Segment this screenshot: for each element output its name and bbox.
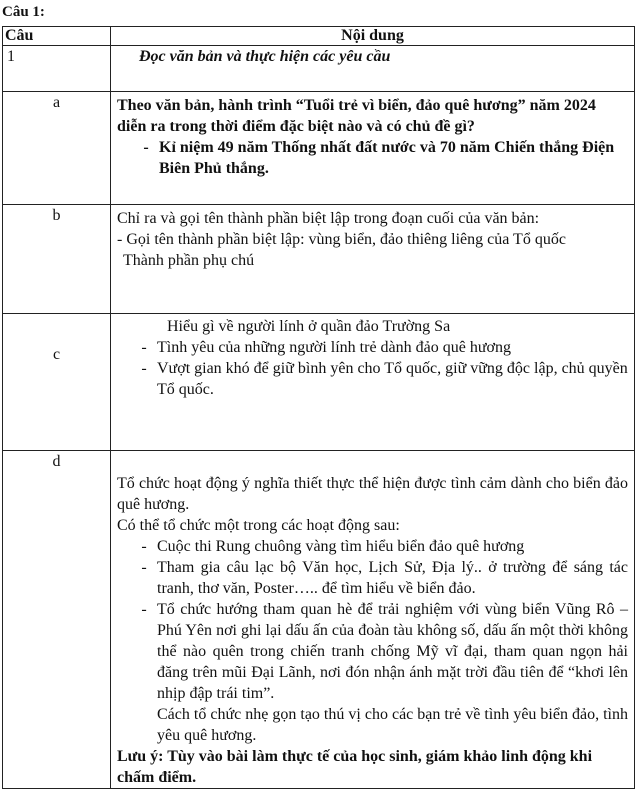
row-c-bullet-1-text: Tình yêu của những người lính trẻ dành đảo quê hương [157, 339, 511, 356]
page-heading: Câu 1: [2, 4, 45, 20]
row-b-line3: Thành phần phụ chú [123, 252, 255, 269]
row-a-content [111, 92, 635, 205]
bullet-dash: - [141, 339, 147, 356]
bullet-dash: - [141, 601, 147, 618]
row-d-bullet-3 [111, 599, 634, 704]
answer-table [2, 26, 635, 789]
row-d-note: Lưu ý: Tùy vào bài làm thực tế của học sinh, giám khảo linh động khi chấm điểm. [117, 748, 593, 786]
row-c-bullet-1 [111, 337, 634, 358]
row-c-bullet-2-text: Vượt gian khó để giữ bình yên cho Tổ quốc, giữ vững độc lập, chủ quyền Tổ quốc. [157, 360, 628, 398]
row-c-intro: Hiểu gì về người lính ở quần đảo Trường Sa [167, 318, 451, 335]
bullet-dash: - [141, 538, 147, 555]
table-row-c [3, 314, 635, 451]
row1-text: Đọc văn bản và thực hiện các yêu cầu [139, 48, 391, 65]
table-row-b [3, 205, 635, 314]
row-b-content [111, 205, 635, 314]
row-b-line1: Chỉ ra và gọi tên thành phần biệt lập trong đoạn cuối của văn bản: [117, 210, 540, 227]
table-row-1 [3, 46, 635, 92]
row-b-label: b [3, 205, 111, 314]
bullet-dash: - [141, 360, 147, 377]
row-a-question: Theo văn bản, hành trình “Tuổi trẻ vì biển, đảo quê hương” năm 2024 diễn ra trong thời điểm đặc biệt nào và có chủ đề gì? [117, 97, 596, 135]
row-a-bullet-text: Kỉ niệm 49 năm Thống nhất đất nước và 70 năm Chiến thắng Điện Biên Phủ thắng. [159, 139, 615, 177]
row-c-label: c [3, 314, 111, 451]
row-c-content [111, 314, 635, 451]
row-a-label: a [3, 92, 111, 205]
row-d-bullet-2-text: Tham gia câu lạc bộ Văn học, Lịch Sử, Địa lý.. ở trường để sáng tác tranh, thơ văn, Poster….. để tìm hiểu về biển đảo. [157, 559, 628, 597]
row-d-bullet-2 [111, 557, 634, 599]
row-d-para2: Có thể tổ chức một trong các hoạt động sau: [117, 517, 400, 534]
row-c-bullet-2 [111, 358, 634, 400]
row-d-bullet-1 [111, 536, 634, 557]
header-cau: Câu [3, 27, 111, 46]
row-b-line2: - Gọi tên thành phần biệt lập: vùng biển, đảo thiêng liêng của Tổ quốc [117, 231, 566, 248]
table-row-d [3, 451, 635, 789]
bullet-dash: - [143, 139, 149, 156]
row1-number: 1 [3, 46, 111, 92]
row1-content [111, 46, 635, 92]
row-d-content [111, 451, 635, 789]
row-d-bullet-1-text: Cuộc thi Rung chuông vàng tìm hiểu biển đảo quê hương [157, 538, 525, 555]
table-row-a [3, 92, 635, 205]
bullet-dash: - [141, 559, 147, 576]
header-noidung: Nội dung [111, 27, 635, 46]
row-d-bullet-3-text: Tổ chức hướng tham quan hè để trải nghiệm với vùng biển Vũng Rô – Phú Yên nơi ghi lại dấu ấn của đoàn tàu không số, dấu ấn một thời không thể nào quên trong chiến tranh chống Mỹ vĩ đại, tham quan ngọn hải đăng trên mũi Đại Lãnh, nơi đón nhận ánh mặt trời đầu tiên để “khơi lên nhịp đập trái tim”. [157, 601, 628, 702]
table-header-row [3, 27, 635, 46]
row-d-para1: Tổ chức hoạt động ý nghĩa thiết thực thể hiện được tình cảm dành cho biển đảo quê hương. [117, 475, 628, 513]
row-a-bullet [111, 137, 634, 179]
row-d-closing: Cách tổ chức nhẹ gọn tạo thú vị cho các bạn trẻ về tình yêu biển đảo, tình yêu quê hương. [157, 706, 628, 744]
row-d-label: d [3, 451, 111, 789]
